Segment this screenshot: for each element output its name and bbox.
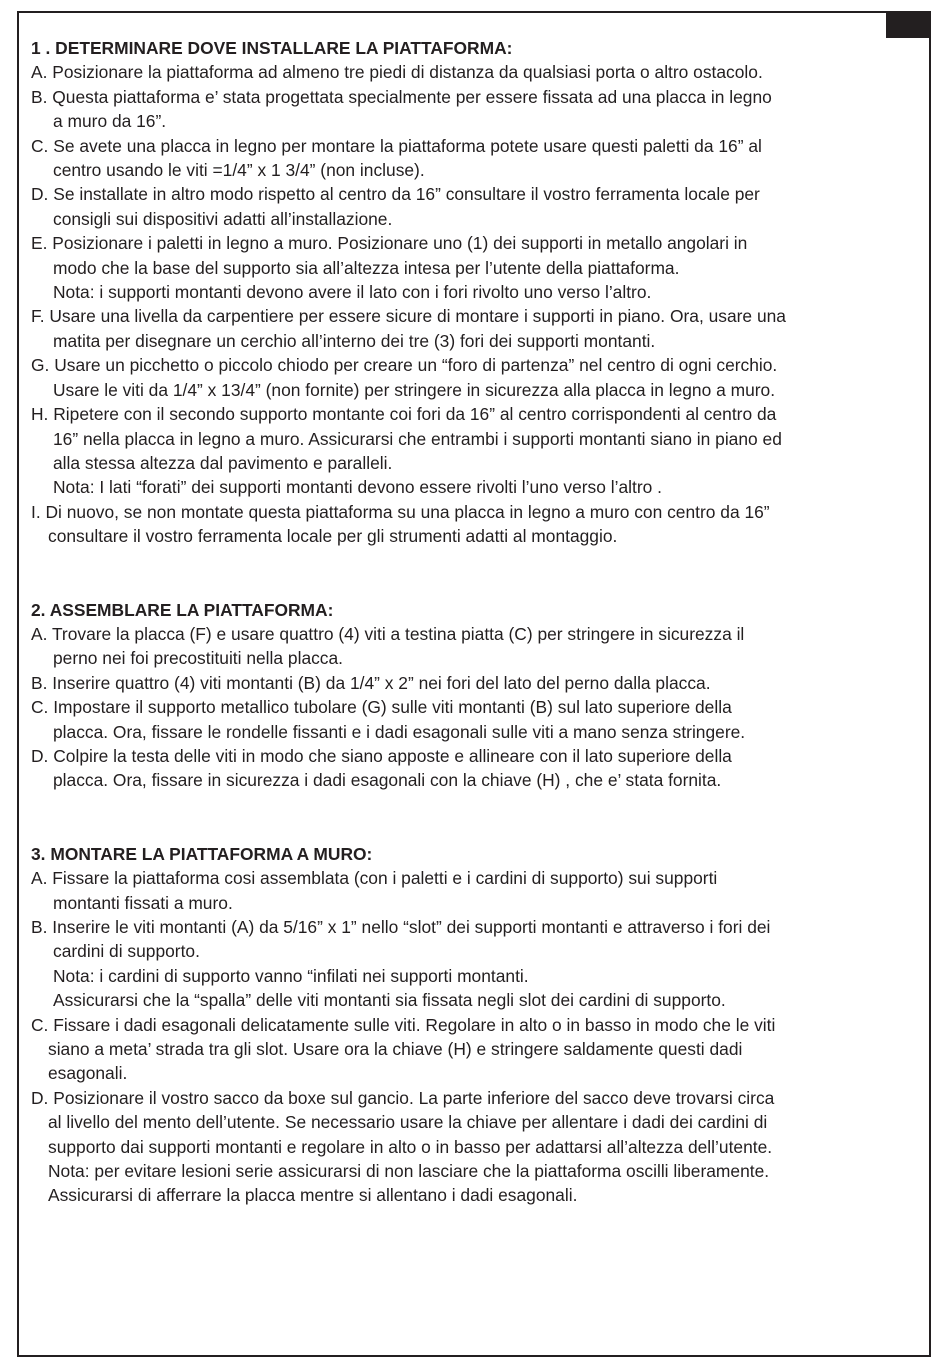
step-line: A. Trovare la placca (F) e usare quattro (4) viti a testina piatta (C) per stringere in sicurezza il xyxy=(31,623,745,644)
step-line: placca. Ora, fissare le rondelle fissanti e i dadi esagonali sulle viti a mano senza stringere. xyxy=(53,721,746,742)
section-heading: 3. MONTARE LA PIATTAFORMA A MURO: xyxy=(31,843,373,864)
section-determine-location xyxy=(31,36,926,549)
step-line: H. Ripetere con il secondo supporto montante coi fori da 16” al centro corrispondenti al centro da xyxy=(31,404,777,425)
step-line: cardini di supporto. xyxy=(53,941,200,962)
step-line: supporto dai supporti montanti e regolare in alto o in basso per adattarsi all’altezza dell’utente. xyxy=(48,1136,773,1157)
step-line: B. Questa piattaforma e’ stata progettata specialmente per essere fissata ad una placca in legno xyxy=(31,86,772,107)
step-line: placca. Ora, fissare in sicurezza i dadi esagonali con la chiave (H) , che e’ stata fornita. xyxy=(53,770,722,791)
note-line: Assicurarsi di afferrare la placca mentre si allentano i dadi esagonali. xyxy=(48,1185,578,1206)
step-line: centro usando le viti =1/4” x 1 3/4” (non incluse). xyxy=(53,160,425,181)
step-line: matita per disegnare un cerchio all’interno dei tre (3) fori dei supporti montanti. xyxy=(53,330,656,351)
step-line: D. Colpire la testa delle viti in modo che siano apposte e allineare con il lato superiore della xyxy=(31,745,732,766)
step-line: C. Se avete una placca in legno per montare la piattaforma potete usare questi paletti da 16” al xyxy=(31,135,762,156)
step-line: D. Se installate in altro modo rispetto al centro da 16” consultare il vostro ferramenta locale per xyxy=(31,184,760,205)
step-line: Usare le viti da 1/4” x 13/4” (non fornite) per stringere in sicurezza alla placca in legno a muro. xyxy=(53,379,776,400)
step-line: consultare il vostro ferramenta locale per gli strumenti adatti al montaggio. xyxy=(48,526,618,547)
note-line: Nota: I lati “forati” dei supporti montanti devono essere rivolti l’uno verso l’altro . xyxy=(53,477,662,498)
step-line: C. Fissare i dadi esagonali delicatamente sulle viti. Regolare in alto o in basso in modo che le viti xyxy=(31,1014,776,1035)
note-line: Nota: per evitare lesioni serie assicurarsi di non lasciare che la piattaforma oscilli liberamente. xyxy=(48,1161,770,1182)
corner-tab xyxy=(886,11,931,38)
section-assemble-platform xyxy=(31,598,926,793)
note-line: Nota: i cardini di supporto vanno “infilati nei supporti montanti. xyxy=(53,965,529,986)
step-line: modo che la base del supporto sia all’altezza intesa per l’utente della piattaforma. xyxy=(53,257,680,278)
instructions-content xyxy=(31,36,926,1208)
step-line: siano a meta’ strada tra gli slot. Usare ora la chiave (H) e stringere saldamente questi dadi xyxy=(48,1039,743,1060)
step-line: B. Inserire quattro (4) viti montanti (B) da 1/4” x 2” nei fori del lato del perno dalla placca. xyxy=(31,672,711,693)
step-line: D. Posizionare il vostro sacco da boxe sul gancio. La parte inferiore del sacco deve trovarsi circa xyxy=(31,1087,775,1108)
step-line: A. Fissare la piattaforma cosi assemblata (con i paletti e i cardini di supporto) sui supporti xyxy=(31,868,718,889)
step-line: F. Usare una livella da carpentiere per essere sicure di montare i supporti in piano. Ora, usare una xyxy=(31,306,786,327)
step-line: B. Inserire le viti montanti (A) da 5/16” x 1” nello “slot” dei supporti montanti e attraverso i fori dei xyxy=(31,917,771,937)
step-line: alla stessa altezza dal pavimento e paralleli. xyxy=(53,452,393,473)
step-line: al livello del mento dell’utente. Se necessario usare la chiave per allentare i dadi dei cardini di xyxy=(48,1112,768,1133)
step-line: montanti fissati a muro. xyxy=(53,892,233,913)
step-line: 16” nella placca in legno a muro. Assicurarsi che entrambi i supporti montanti siano in piano ed xyxy=(53,428,782,449)
step-line: A. Posizionare la piattaforma ad almeno tre piedi di distanza da qualsiasi porta o altro ostacolo. xyxy=(31,62,763,83)
note-line: Nota: i supporti montanti devono avere il lato con i fori rivolto uno verso l’altro. xyxy=(53,282,652,303)
step-line: G. Usare un picchetto o piccolo chiodo per creare un “foro di partenza” nel centro di ogni cerchio. xyxy=(31,355,778,376)
note-line: Assicurarsi che la “spalla” delle viti montanti sia fissata negli slot dei cardini di supporto. xyxy=(53,990,726,1011)
section-mount-platform xyxy=(31,842,926,1208)
section-heading: 1 . DETERMINARE DOVE INSTALLARE LA PIATTAFORMA: xyxy=(31,38,513,58)
step-line: C. Impostare il supporto metallico tubolare (G) sulle viti montanti (B) sul lato superiore della xyxy=(31,697,732,718)
step-line: consigli sui dispositivi adatti all’installazione. xyxy=(53,208,393,229)
section-heading: 2. ASSEMBLARE LA PIATTAFORMA: xyxy=(31,599,334,620)
step-line: I. Di nuovo, se non montate questa piattaforma su una placca in legno a muro con centro da 16” xyxy=(31,501,770,522)
step-line: E. Posizionare i paletti in legno a muro. Posizionare uno (1) dei supporti in metallo angolari in xyxy=(31,233,748,254)
step-line: perno nei foi precostituiti nella placca. xyxy=(53,648,344,669)
step-line: esagonali. xyxy=(48,1063,128,1084)
step-line: a muro da 16”. xyxy=(53,111,167,132)
